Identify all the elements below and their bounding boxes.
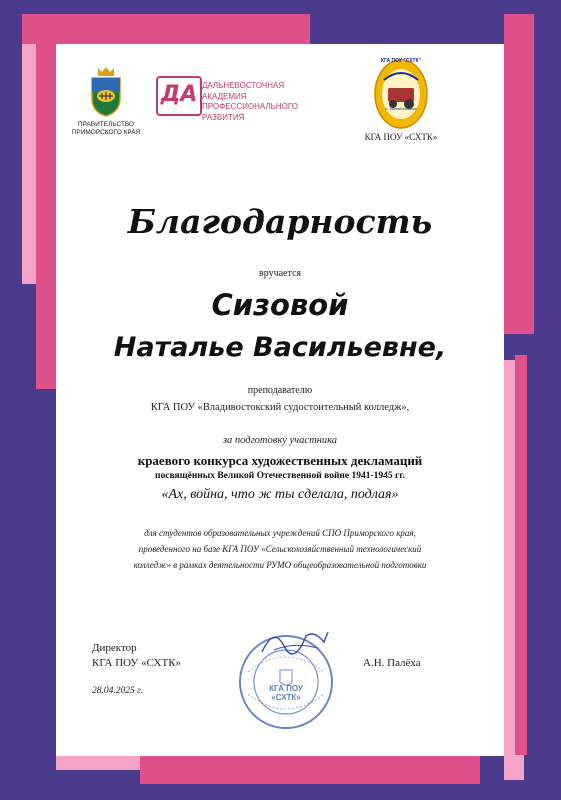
signer-name: А.Н. Палёха bbox=[363, 657, 421, 669]
government-label: ПРАВИТЕЛЬСТВО ПРИМОРСКОГО КРАЯ bbox=[71, 121, 141, 136]
given-label: вручается bbox=[258, 268, 302, 279]
signer-position: Директор bbox=[92, 642, 137, 654]
description-line: проведенного на базе КГА ПОУ «Сельскохозяйственный технологический bbox=[138, 544, 422, 554]
frame-bar-bottom-pink bbox=[140, 756, 480, 784]
recipient-surname: Сизовой bbox=[211, 288, 349, 322]
frame-bar-left-pink bbox=[36, 44, 56, 389]
signer-org: КГА ПОУ «СХТК» bbox=[92, 657, 182, 669]
contest-name: краевого конкурса художественных декламаций bbox=[137, 453, 423, 468]
academy-line: РАЗВИТИЯ bbox=[202, 112, 245, 122]
frame-bar-right-pink bbox=[515, 355, 527, 755]
recipient-college: КГА ПОУ «Владивостокский судостоительный колледж», bbox=[150, 402, 410, 413]
kga-emblem-subtitle: п. Михайловское bbox=[385, 106, 417, 111]
kga-label: КГА ПОУ «СХТК» bbox=[364, 132, 438, 142]
kga-pou-emblem-icon bbox=[374, 58, 428, 130]
description-line: для студентов образовательных учреждений СПО Приморского края, bbox=[144, 528, 416, 538]
kga-emblem-text: КГА ПОУ "СХТК" bbox=[380, 58, 422, 64]
academy-name bbox=[202, 81, 298, 123]
description-line: колледж» в рамках деятельности РУМО общеобразовательной подготовки bbox=[133, 560, 427, 570]
contest-description bbox=[92, 525, 468, 573]
primorsky-coat-of-arms-icon bbox=[88, 66, 124, 118]
contest-quote: «Ах, война, что ж ты сделала, подлая» bbox=[161, 487, 399, 502]
academy-line: ДАЛЬНЕВОСТОЧНАЯ bbox=[202, 81, 285, 90]
frame-bar-right-top bbox=[504, 14, 534, 334]
certificate-title: Благодарность bbox=[127, 202, 433, 241]
frame-bar-top-pink bbox=[22, 14, 310, 44]
frame-bar-bottom-light bbox=[56, 756, 140, 770]
preparation-text: за подготовку участника bbox=[222, 435, 338, 446]
contest-dedication: посвящённых Великой Отечественной войне 1941-1945 гг. bbox=[155, 471, 405, 481]
signature-scribble-icon bbox=[254, 622, 334, 662]
academy-line: ПРОФЕССИОНАЛЬНОГО bbox=[202, 102, 298, 111]
recipient-name: Наталье Васильевне, bbox=[113, 332, 447, 363]
certificate-sheet bbox=[56, 44, 504, 756]
stamp-text: КГА ПОУ «СХТК» bbox=[269, 684, 303, 702]
academy-line: АКАДЕМИЯ bbox=[202, 91, 247, 101]
issue-date: 28.04.2025 г. bbox=[92, 686, 144, 696]
academy-logo-mark: ДА bbox=[156, 76, 202, 116]
recipient-role: преподавателю bbox=[247, 385, 313, 396]
